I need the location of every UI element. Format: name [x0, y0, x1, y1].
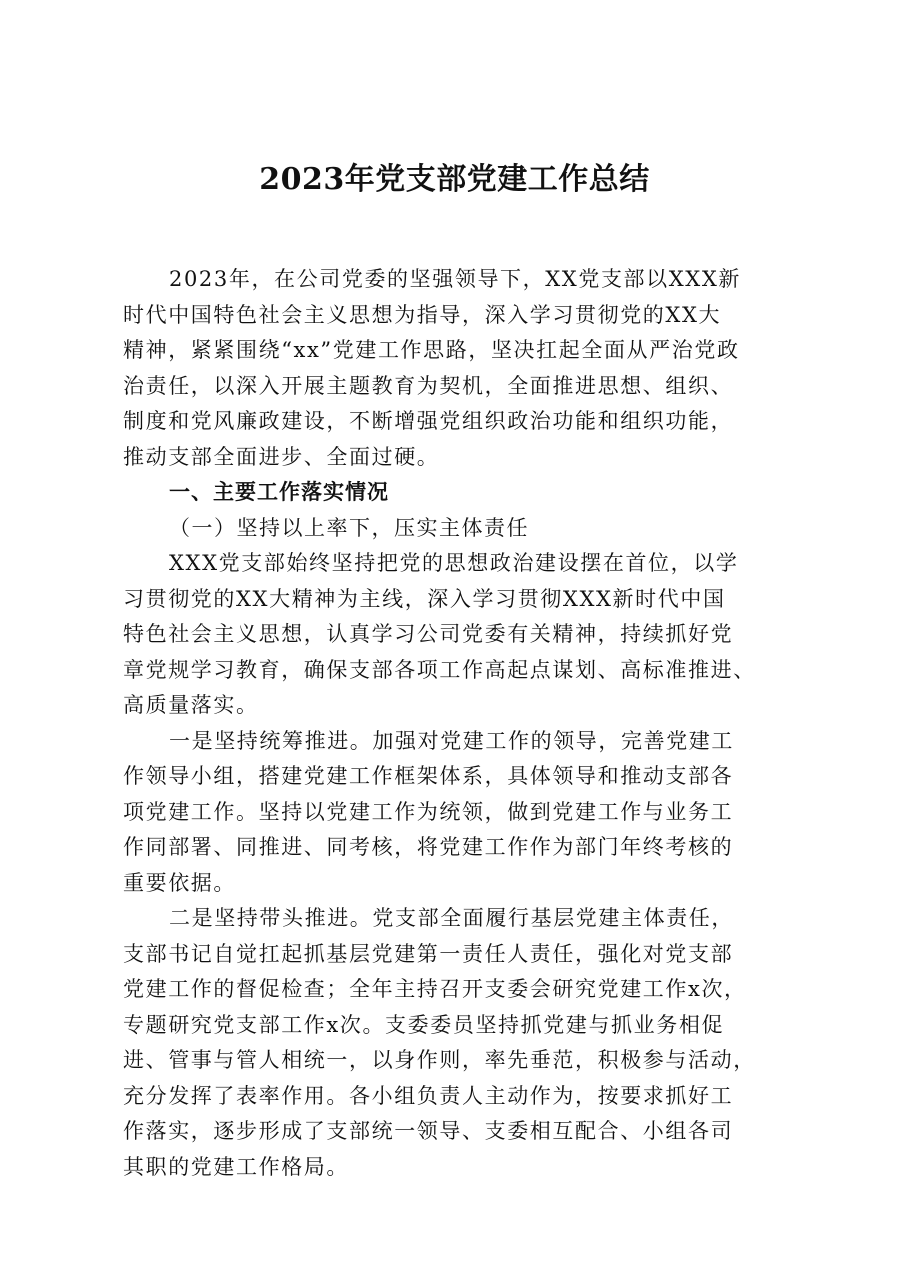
body-line: 习贯彻党的XX大精神为主线，深入学习贯彻XXX新时代中国	[123, 586, 726, 611]
document-body	[123, 262, 799, 1185]
body-line: 其职的党建工作格局。	[123, 1154, 349, 1179]
body-line: 时代中国特色社会主义思想为指导，深入学习贯彻党的XX大	[123, 302, 722, 327]
body-line: 2023年，在公司党委的坚强领导下，XX党支部以XXX新	[169, 267, 741, 291]
body-line: 一是坚持统筹推进。加强对党建工作的领导，完善党建工	[169, 728, 734, 753]
body-line: 进、管事与管人相统一，以身作则，率先垂范，积极参与活动，	[123, 1048, 756, 1072]
body-line: 重要依据。	[123, 870, 236, 895]
body-line: 章党规学习教育，确保支部各项工作高起点谋划、高标准推进、	[123, 657, 756, 682]
body-line: 精神，紧紧围绕“xx”党建工作思路，坚决扛起全面从严治党政	[123, 338, 740, 362]
body-line: 制度和党风廉政建设，不断增强党组织政治功能和组织功能，	[123, 409, 734, 433]
body-line: 作同部署、同推进、同考核，将党建工作作为部门年终考核的	[123, 835, 734, 859]
body-line: 高质量落实。	[123, 693, 259, 717]
body-line: 特色社会主义思想，认真学习公司党委有关精神，持续抓好党	[123, 622, 734, 646]
section-heading: 一、主要工作落实情况	[169, 480, 389, 504]
body-line: 党建工作的督促检查；全年主持召开支委会研究党建工作x次，	[123, 977, 747, 1001]
body-line: XXX党支部始终坚持把党的思想政治建设摆在首位，以学	[169, 551, 739, 575]
body-line: 专题研究党支部工作x次。支委委员坚持抓党建与抓业务相促	[123, 1012, 725, 1037]
subsection-heading: （一）坚持以上率下，压实主体责任	[169, 515, 529, 540]
body-line: 二是坚持带头推进。党支部全面履行基层党建主体责任，	[169, 906, 734, 930]
body-line: 项党建工作。坚持以党建工作为统领，做到党建工作与业务工	[123, 799, 734, 824]
body-line: 充分发挥了表率作用。各小组负责人主动作为，按要求抓好工	[123, 1083, 734, 1108]
body-line: 作领导小组，搭建党建工作框架体系，具体领导和推动支部各	[123, 764, 734, 788]
body-line: 作落实，逐步形成了支部统一领导、支委相互配合、小组各司	[123, 1119, 734, 1143]
body-line: 推动支部全面进步、全面过硬。	[123, 444, 440, 469]
body-line: 治责任，以深入开展主题教育为契机，全面推进思想、组织、	[123, 373, 734, 398]
document-title: 2023年党支部党建工作总结	[259, 162, 650, 197]
body-line: 支部书记自觉扛起抓基层党建第一责任人责任，强化对党支部	[123, 941, 734, 966]
